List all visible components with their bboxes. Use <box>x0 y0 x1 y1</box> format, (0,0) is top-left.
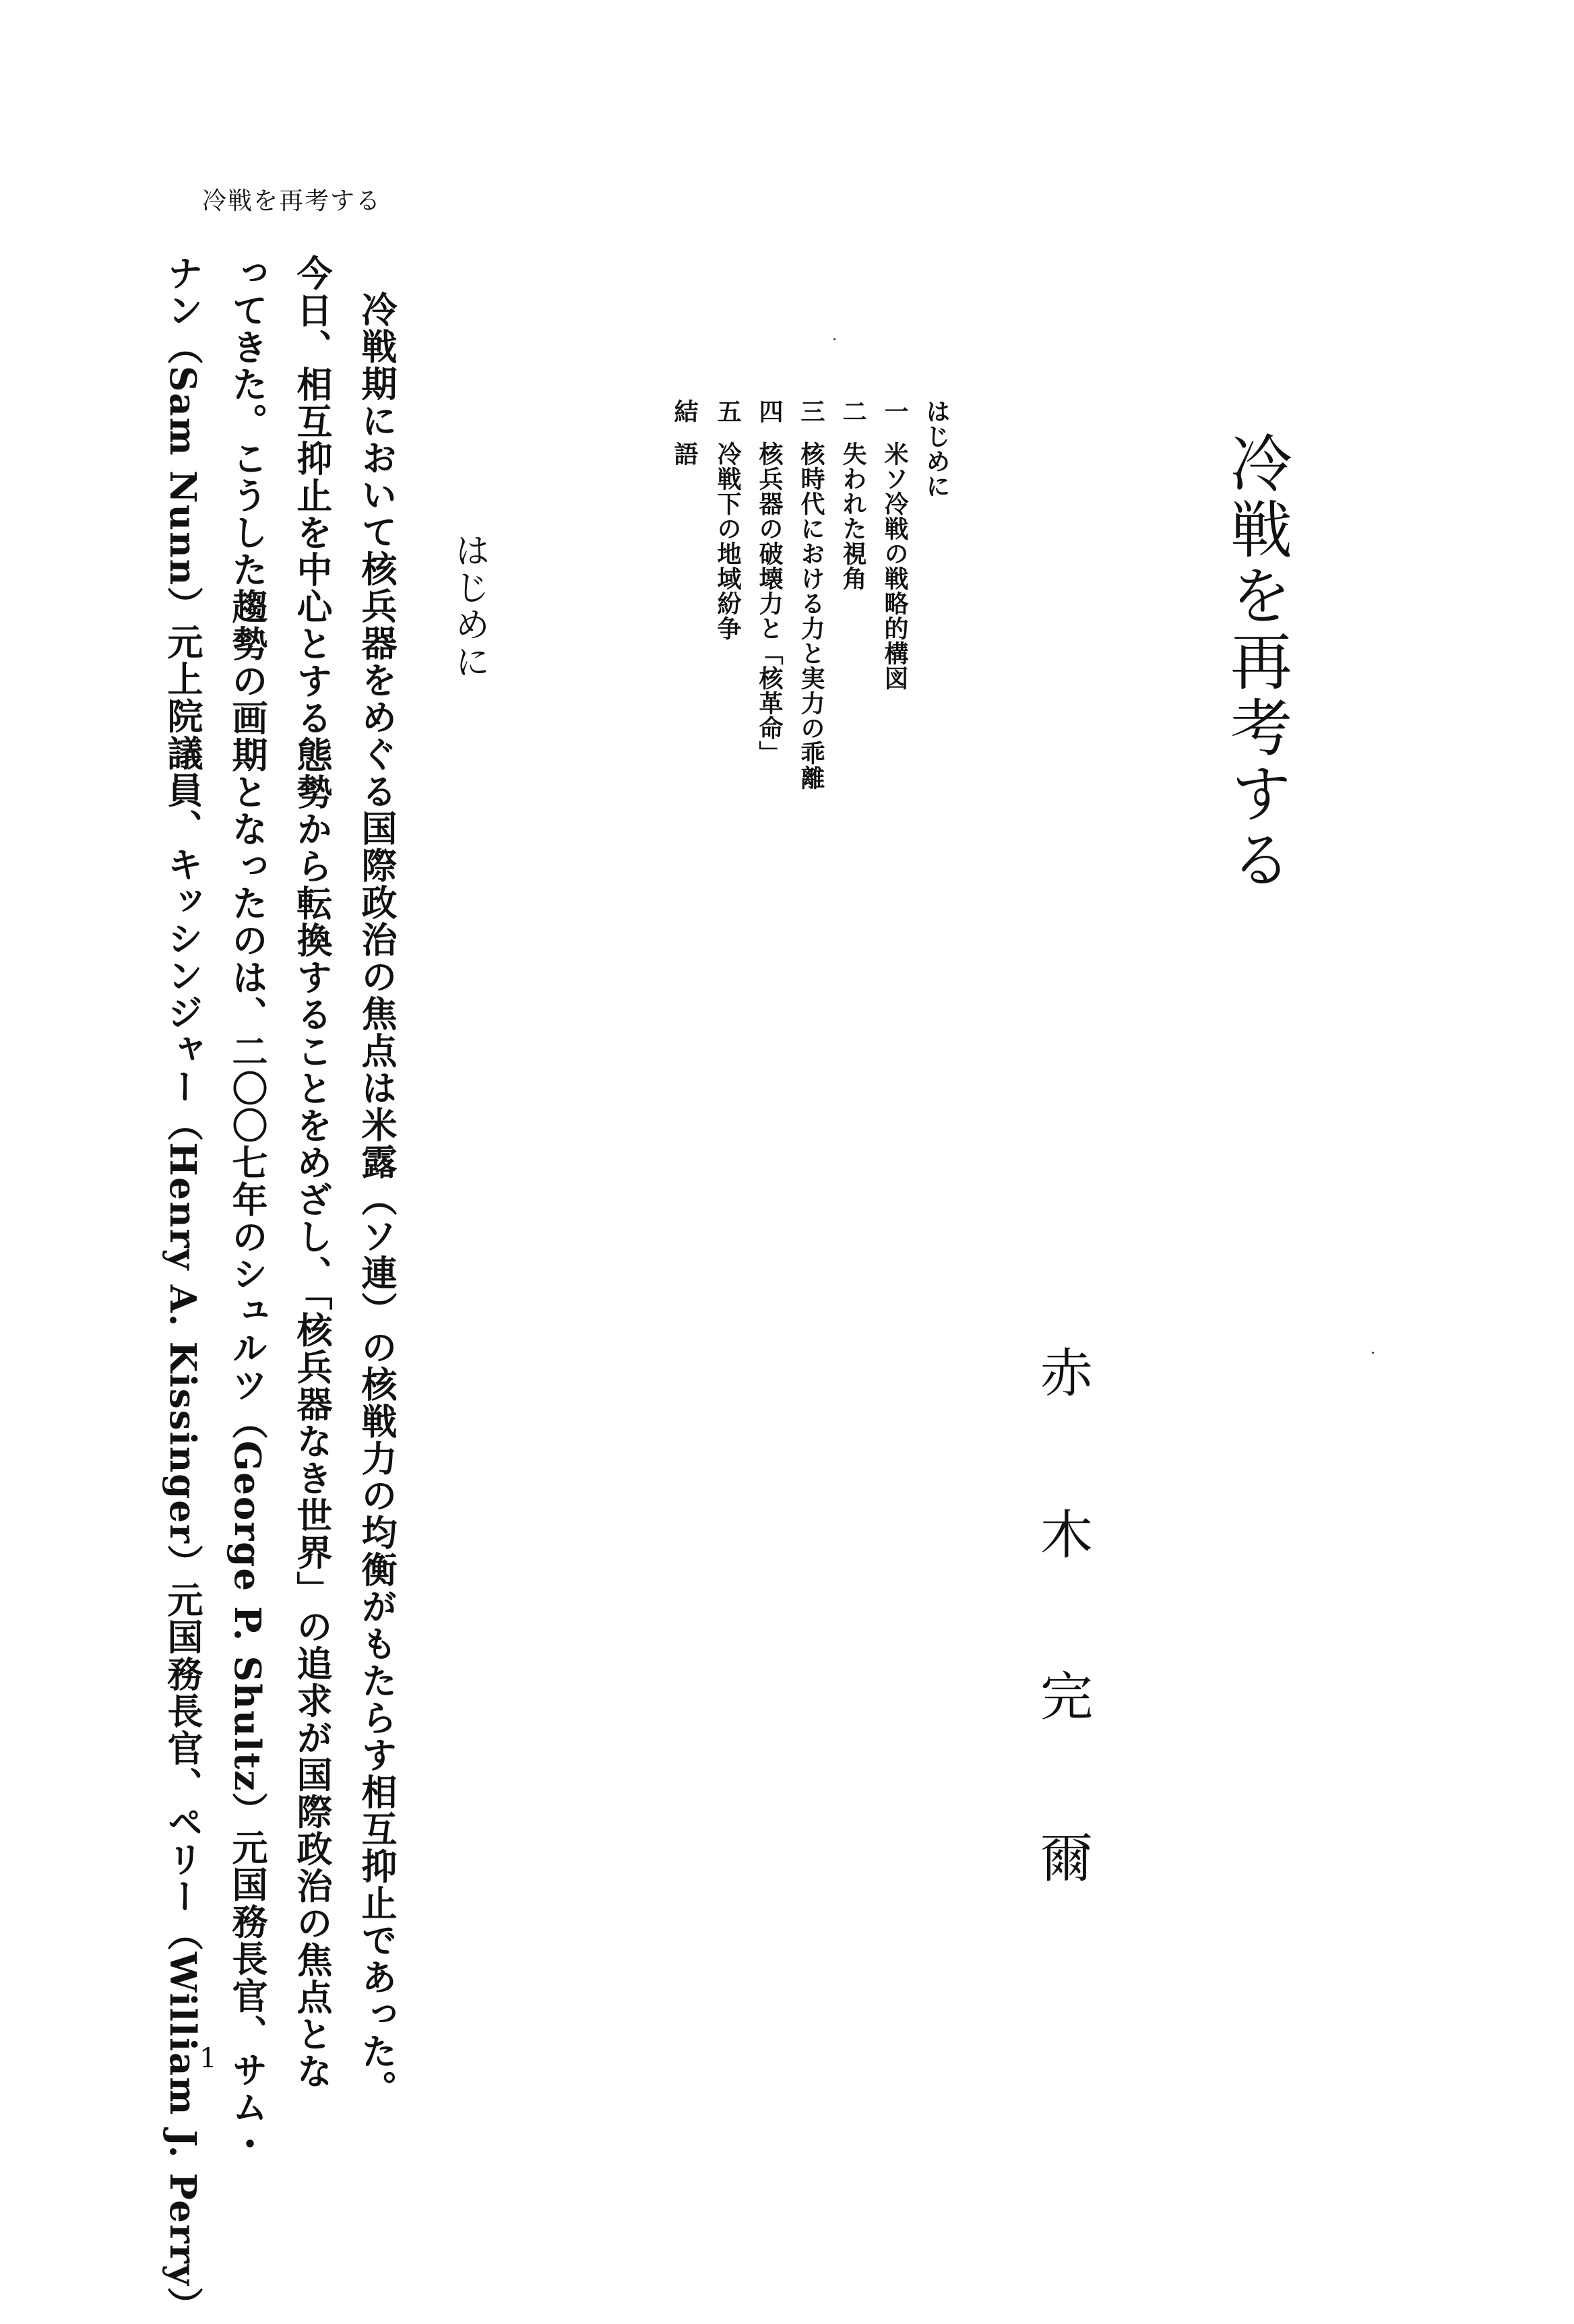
toc-item-label: 米ソ冷戦の戦略的構図 <box>881 441 909 691</box>
body-line: ナン（Sam Nunn）元上院議員、キッシンジャー（Henry A. Kissinger）元国務長官、ペリー（William J. Perry） <box>162 255 203 2324</box>
toc-item-number: 五 <box>714 399 742 424</box>
toc-item-label: 失われた視角 <box>839 441 867 591</box>
body-line: ってきた。こうした趨勢の画期となったのは、二〇〇七年のシュルツ（George P. Shultz）元国務長官、サム・ <box>226 255 268 2163</box>
toc-item <box>924 399 949 499</box>
section-heading: はじめに <box>449 532 489 681</box>
toc-item-label: 核兵器の破壊力と「核革命」 <box>755 441 784 765</box>
toc-item <box>672 399 697 466</box>
body-line: 冷戦期において核兵器をめぐる国際政治の焦点は米露（ソ連）の核戦力の均衡がもたらす相互抑止であった。 <box>356 291 398 2107</box>
running-head: 冷戦を再考する <box>202 187 382 215</box>
toc-item <box>799 399 823 790</box>
toc-item <box>757 399 782 765</box>
toc-item-label: はじめに <box>922 399 951 499</box>
article-title: 冷戦を再考する <box>1220 431 1292 893</box>
toc-item-number: 三 <box>797 399 825 424</box>
scan-speck <box>1372 1352 1374 1354</box>
toc-item <box>841 399 865 591</box>
author-char: 木 <box>1040 1505 1094 1566</box>
author-char: 爾 <box>1040 1829 1094 1889</box>
toc-item-number: 二 <box>839 399 867 424</box>
toc-item-number: 一 <box>881 399 909 424</box>
scan-speck <box>833 338 836 340</box>
toc-item <box>883 399 907 691</box>
author-char: 赤 <box>1040 1344 1094 1404</box>
author-char: 完 <box>1040 1667 1094 1728</box>
toc-item-number: 四 <box>755 399 784 424</box>
body-line: 今日、相互抑止を中心とする態勢から転換することをめざし、「核兵器なき世界」の追求が国際政治の焦点とな <box>291 255 333 2090</box>
page-number: 1 <box>199 2043 217 2074</box>
toc-item-number: 結 <box>670 399 699 424</box>
toc-item-label: 冷戦下の地域紛争 <box>714 441 742 641</box>
toc-item <box>716 399 740 641</box>
toc-item-label: 語 <box>670 441 699 466</box>
toc-item-label: 核時代における力と実力の乖離 <box>797 441 825 790</box>
